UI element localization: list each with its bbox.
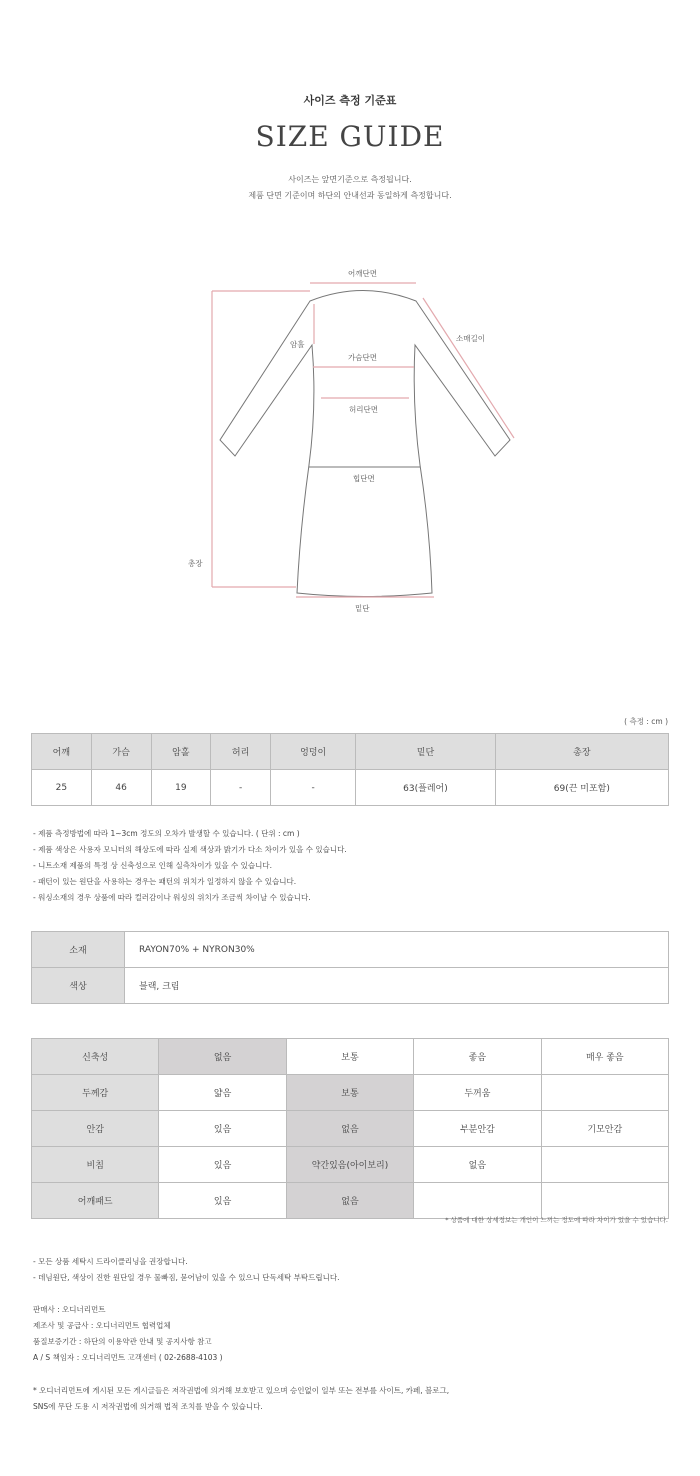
seller-info (33, 1302, 223, 1366)
armhole-label: 암홀 (290, 340, 305, 349)
attribute-label: 어깨패드 (32, 1183, 159, 1219)
attribute-option: 좋음 (414, 1039, 541, 1075)
warranty-line: 품질보증기간 : 하단의 이용약관 안내 및 공지사항 참고 (33, 1337, 212, 1346)
care-line: - 모든 상품 세탁시 드라이클리닝을 권장합니다. (33, 1257, 188, 1266)
attribute-option (541, 1075, 668, 1111)
intro-line-1: 사이즈는 앞면기준으로 측정됩니다. (288, 175, 412, 184)
waist-label: 허리단면 (349, 405, 378, 414)
attribute-option: 보통 (286, 1039, 413, 1075)
unit-note: ( 측정 : cm ) (624, 717, 668, 726)
title-english: SIZE GUIDE (255, 120, 445, 153)
intro-line-2: 제품 단면 기준이며 하단의 안내선과 동일하게 측정합니다. (248, 191, 452, 200)
size-value-cell: 63(플레어) (356, 770, 495, 806)
attribute-option-selected: 없음 (159, 1039, 286, 1075)
material-table (31, 931, 669, 1004)
attribute-option: 얇음 (159, 1075, 286, 1111)
attribute-label: 신축성 (32, 1039, 159, 1075)
as-line: A / S 책임자 : 오디너리먼트 고객센터 ( 02-2688-4103 ) (33, 1353, 223, 1362)
hip-label: 힙단면 (353, 474, 375, 483)
attribute-option: 없음 (414, 1147, 541, 1183)
size-table-header-row (32, 734, 669, 770)
attribute-table (31, 1038, 669, 1219)
size-value-cell: - (271, 770, 356, 806)
attribute-row-stretch (32, 1039, 669, 1075)
copyright-notice (33, 1383, 449, 1415)
size-header-cell: 어깨 (32, 734, 92, 770)
chest-label: 가슴단면 (348, 353, 377, 362)
attribute-option (414, 1183, 541, 1219)
dress-diagram (0, 260, 700, 620)
size-header-cell: 엉덩이 (271, 734, 356, 770)
size-table-value-row (32, 770, 669, 806)
size-header-cell: 총장 (495, 734, 668, 770)
title-korean: 사이즈 측정 기준표 (303, 94, 397, 107)
attribute-row-sheerness (32, 1147, 669, 1183)
copyright-line: SNS에 무단 도용 시 저작권법에 의거해 법적 조치를 받을 수 있습니다. (33, 1402, 263, 1411)
attribute-option-selected: 약간있음(아이보리) (286, 1147, 413, 1183)
measure-notes (33, 826, 347, 906)
care-notes (33, 1254, 340, 1286)
note-line: - 제품 색상은 사용자 모니터의 해상도에 따라 실제 색상과 밝기가 다소 차이가 있을 수 있습니다. (33, 845, 347, 854)
length-label: 총장 (188, 559, 203, 568)
attribute-label: 안감 (32, 1111, 159, 1147)
attribute-option-selected: 없음 (286, 1183, 413, 1219)
note-line: - 패턴이 있는 원단을 사용하는 경우는 패턴의 위치가 일정하지 않을 수 있습니다. (33, 877, 297, 886)
note-line: - 제품 측정방법에 따라 1~3cm 정도의 오차가 발생할 수 있습니다. ( 단위 : cm ) (33, 829, 300, 838)
color-row (32, 968, 669, 1004)
size-value-cell: 19 (151, 770, 211, 806)
size-header-cell: 암홀 (151, 734, 211, 770)
attribute-option: 두꺼움 (414, 1075, 541, 1111)
attribute-row-shoulder-pad (32, 1183, 669, 1219)
attribute-option: 있음 (159, 1147, 286, 1183)
attribute-option: 있음 (159, 1111, 286, 1147)
sleeve-label: 소매길이 (456, 334, 485, 343)
attribute-option-selected: 보통 (286, 1075, 413, 1111)
attribute-option: 매우 좋음 (541, 1039, 668, 1075)
attribute-option: 기모안감 (541, 1111, 668, 1147)
size-table (31, 733, 669, 806)
size-header-cell: 가슴 (91, 734, 151, 770)
attribute-option (541, 1147, 668, 1183)
hem-label: 밑단 (355, 604, 370, 613)
size-value-cell: - (211, 770, 271, 806)
attribute-label: 비침 (32, 1147, 159, 1183)
attribute-option-selected: 없음 (286, 1111, 413, 1147)
copyright-line: * 오디너리먼트에 게시된 모든 게시글들은 저작권법에 의거해 보호받고 있으며 승인없이 일부 또는 전부를 사이트, 카페, 블로그, (33, 1386, 450, 1395)
attribute-option (541, 1183, 668, 1219)
material-value: RAYON70% + NYRON30% (125, 932, 669, 968)
attribute-option: 있음 (159, 1183, 286, 1219)
size-value-cell: 25 (32, 770, 92, 806)
attribute-note: * 상품에 대한 상세정보는 개인이 느끼는 정도에 따라 차이가 있을 수 있습니다. (445, 1216, 668, 1224)
attribute-row-thickness (32, 1075, 669, 1111)
attribute-label: 두께감 (32, 1075, 159, 1111)
size-header-cell: 밑단 (356, 734, 495, 770)
manufacturer-line: 제조사 및 공급사 : 오디너리먼트 협력업체 (33, 1321, 171, 1330)
shoulder-label: 어깨단면 (348, 269, 377, 278)
sleeve-measure-line (423, 298, 514, 438)
attribute-option: 부분안감 (414, 1111, 541, 1147)
material-label: 소재 (32, 932, 125, 968)
color-label: 색상 (32, 968, 125, 1004)
seller-line: 판매사 : 오디너리먼트 (33, 1305, 106, 1314)
size-header-cell: 허리 (211, 734, 271, 770)
attribute-row-lining (32, 1111, 669, 1147)
material-row (32, 932, 669, 968)
note-line: - 니트소재 제품의 특정 상 신축성으로 인해 실측차이가 있을 수 있습니다. (33, 861, 273, 870)
color-value: 블랙, 크림 (125, 968, 669, 1004)
care-line: - 데님원단, 색상이 진한 원단일 경우 물빠짐, 묻어남이 있을 수 있으니 단독세탁 부탁드립니다. (33, 1273, 340, 1282)
size-value-cell: 46 (91, 770, 151, 806)
note-line: - 워싱소재의 경우 상품에 따라 컬러감이나 워싱의 위치가 조금씩 차이날 수 있습니다. (33, 893, 311, 902)
size-value-cell: 69(끈 미포함) (495, 770, 668, 806)
